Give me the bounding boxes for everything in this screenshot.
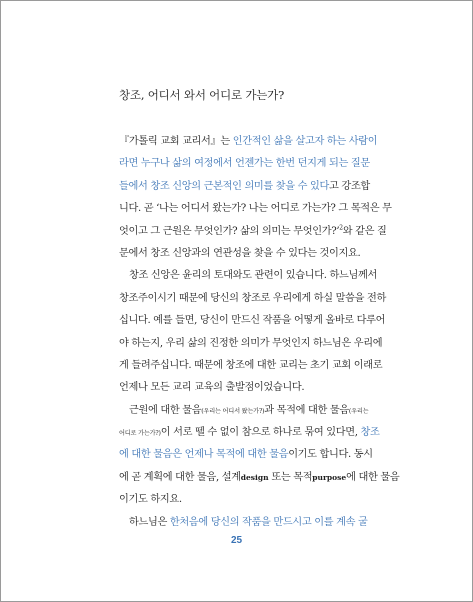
text-segment: 십니다. 예를 들면, 당신이 만드신 작품을 어떻게 올바로 다루어: [119, 315, 386, 327]
section-heading: 창조, 어디서 와서 어디로 가는가?: [119, 88, 285, 102]
text-segment: 게 들려주십니다. 때문에 창조에 대한 교리는 초기 교회 이래로: [119, 359, 383, 371]
text-line: [119, 422, 381, 444]
text-segment: 2: [339, 224, 343, 232]
highlighted-text: 한처음에 당신의 작품을 만드시고 이를 계속 굴: [169, 516, 368, 528]
text-line: [119, 198, 392, 220]
page-number: 25: [230, 535, 243, 546]
text-line: [119, 377, 381, 399]
text-segment: 이기도 합니다. 동시: [288, 449, 373, 461]
text-line: [119, 444, 381, 466]
text-segment: 와 같은 질: [342, 225, 387, 237]
text-segment: 니다. 곧 ‘나는 어디서 왔는가? 나는 어디로 가는가? 그 목적은 무: [119, 203, 392, 215]
text-segment: 에 곧 계획에 대한 물음, 설계: [119, 471, 241, 483]
highlighted-text: 들에서 창조 신앙의 근본적인 의미를 찾을 수 있다: [119, 180, 330, 192]
text-line: [119, 288, 386, 310]
text-segment: 이 서로 뗄 수 없이 참으로 하나로 묶여 있다면,: [160, 427, 361, 439]
highlighted-text: 인간적인 삶을 살고자 하는 사람이: [232, 136, 378, 147]
text-line: [119, 221, 387, 243]
text-segment: 야 하는지, 우리 삶의 진정한 의미가 무엇인지 하느님은 우리에: [119, 337, 383, 349]
text-segment: 고 강조합: [329, 180, 370, 192]
text-line: [119, 355, 381, 377]
text-line: [119, 467, 400, 489]
text-segment: 문에서 창조 신앙과의 연관성을 찾을 수 있다는 것이지요.: [119, 247, 361, 259]
text-segment: 엇이고 그 근원은 무엇인가? 삶의 의미는 무엇인가?’: [119, 225, 340, 237]
text-line: [119, 512, 381, 534]
text-line: [119, 310, 386, 332]
text-segment: (우리는 어디서 왔는가?): [201, 407, 265, 415]
text-segment: 에 대한 물음: [346, 471, 400, 483]
text-segment: (우리는: [348, 407, 369, 415]
text-segment: 하느님은: [129, 516, 170, 528]
text-segment: 언제나 모든 교리 교육의 출발점이었습니다.: [119, 382, 305, 394]
text-segment: design: [240, 472, 269, 482]
text-line: [119, 131, 381, 153]
text-segment: purpose: [312, 472, 347, 482]
text-segment: 근원에 대한 물음: [129, 404, 202, 416]
text-line: [119, 153, 381, 175]
highlighted-text: 창조: [360, 427, 380, 439]
text-segment: 창조주이시기 때문에 당신의 창조로 우리에게 하실 말씀을 전하: [119, 292, 386, 304]
text-segment: 이기도 하지요.: [119, 494, 182, 506]
text-segment: 과 목적에 대한 물음: [264, 404, 349, 416]
text-segment: 또는 목적: [268, 471, 313, 483]
text-line: [119, 265, 381, 287]
highlighted-text: 에 대한 물음은 언제나 목적에 대한 물음: [119, 449, 289, 461]
text-segment: 창조 신앙은 윤리의 토대와도 관련이 있습니다. 하느님께서: [129, 270, 378, 282]
text-line: [119, 243, 381, 265]
text-segment: 『가톨릭 교회 교리서』는: [119, 136, 233, 147]
highlighted-text: 라면 누구나 삶의 여정에서 언젠가는 한번 던지게 되는 질문: [119, 158, 370, 170]
text-line: [119, 400, 381, 422]
text-line: [119, 489, 381, 511]
text-segment: 어디로 가는가?): [119, 430, 161, 438]
text-line: [119, 176, 381, 198]
text-line: [119, 333, 381, 355]
body-text: [119, 131, 400, 534]
